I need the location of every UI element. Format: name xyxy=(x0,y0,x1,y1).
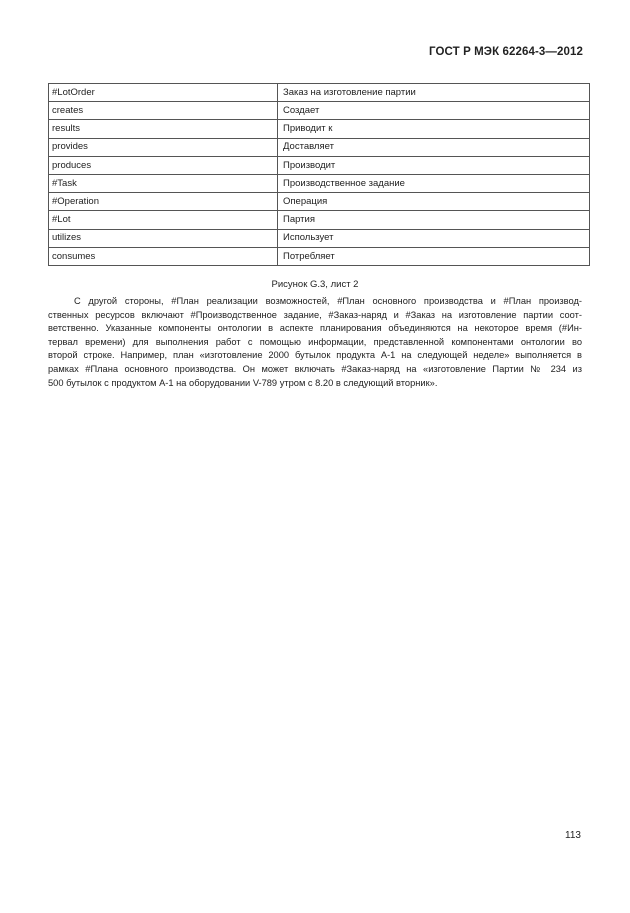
translation-cell: Приводит к xyxy=(278,120,590,138)
term-cell: creates xyxy=(49,102,278,120)
table-row xyxy=(49,84,590,102)
term-cell: #Operation xyxy=(49,193,278,211)
table-row xyxy=(49,247,590,265)
term-cell: #Task xyxy=(49,174,278,192)
terms-table-body xyxy=(49,84,590,266)
standard-designation: ГОСТ Р МЭК 62264-3—2012 xyxy=(429,46,583,58)
table-row xyxy=(49,138,590,156)
paragraph-line: ветственно. Указанные компоненты онтологии в аспекте планирования объединяются на некоторое время (#Ин- xyxy=(48,323,582,334)
term-cell: results xyxy=(49,120,278,138)
translation-cell: Партия xyxy=(278,211,590,229)
translation-cell: Использует xyxy=(278,229,590,247)
table-row xyxy=(49,193,590,211)
figure-caption: Рисунок G.3, лист 2 xyxy=(271,279,359,290)
term-cell: produces xyxy=(49,156,278,174)
paragraph-line: второй строке. Например, план «изготовление 2000 бутылок продукта А-1 на следующей неделе» выполняется в xyxy=(48,350,582,361)
term-cell: provides xyxy=(49,138,278,156)
table-row xyxy=(49,174,590,192)
paragraph-line: ственных ресурсов включают #Производственное задание, #Заказ-наряд и #Заказ на изготовление партии соот- xyxy=(48,309,582,320)
paragraph-line: тервал времени) для выполнения работ с помощью информации, представленной компонентами онтологии во xyxy=(48,336,582,347)
table-row xyxy=(49,156,590,174)
body-paragraph xyxy=(48,295,582,390)
page-number: 113 xyxy=(565,830,581,841)
translation-cell: Операция xyxy=(278,193,590,211)
paragraph-line: рамках #Плана основного производства. Он может включать #Заказ-наряд на «изготовление Партии № 234 из xyxy=(48,363,582,374)
term-cell: consumes xyxy=(49,247,278,265)
term-cell: utilizes xyxy=(49,229,278,247)
translation-cell: Доставляет xyxy=(278,138,590,156)
table-row xyxy=(49,102,590,120)
translation-cell: Потребляет xyxy=(278,247,590,265)
table-row xyxy=(49,120,590,138)
paragraph-line: С другой стороны, #План реализации возможностей, #План основного производства и #План производ- xyxy=(74,296,582,306)
translation-cell: Создает xyxy=(278,102,590,120)
term-cell: #LotOrder xyxy=(49,84,278,102)
table-row xyxy=(49,211,590,229)
terms-table-container xyxy=(48,83,582,266)
term-cell: #Lot xyxy=(49,211,278,229)
translation-cell: Производит xyxy=(278,156,590,174)
table-row xyxy=(49,229,590,247)
paragraph-line: 500 бутылок с продуктом А-1 на оборудовании V-789 утром с 8.20 в следующий вторник». xyxy=(48,377,438,388)
translation-cell: Производственное задание xyxy=(278,174,590,192)
terms-table xyxy=(48,83,590,266)
translation-cell: Заказ на изготовление партии xyxy=(278,84,590,102)
